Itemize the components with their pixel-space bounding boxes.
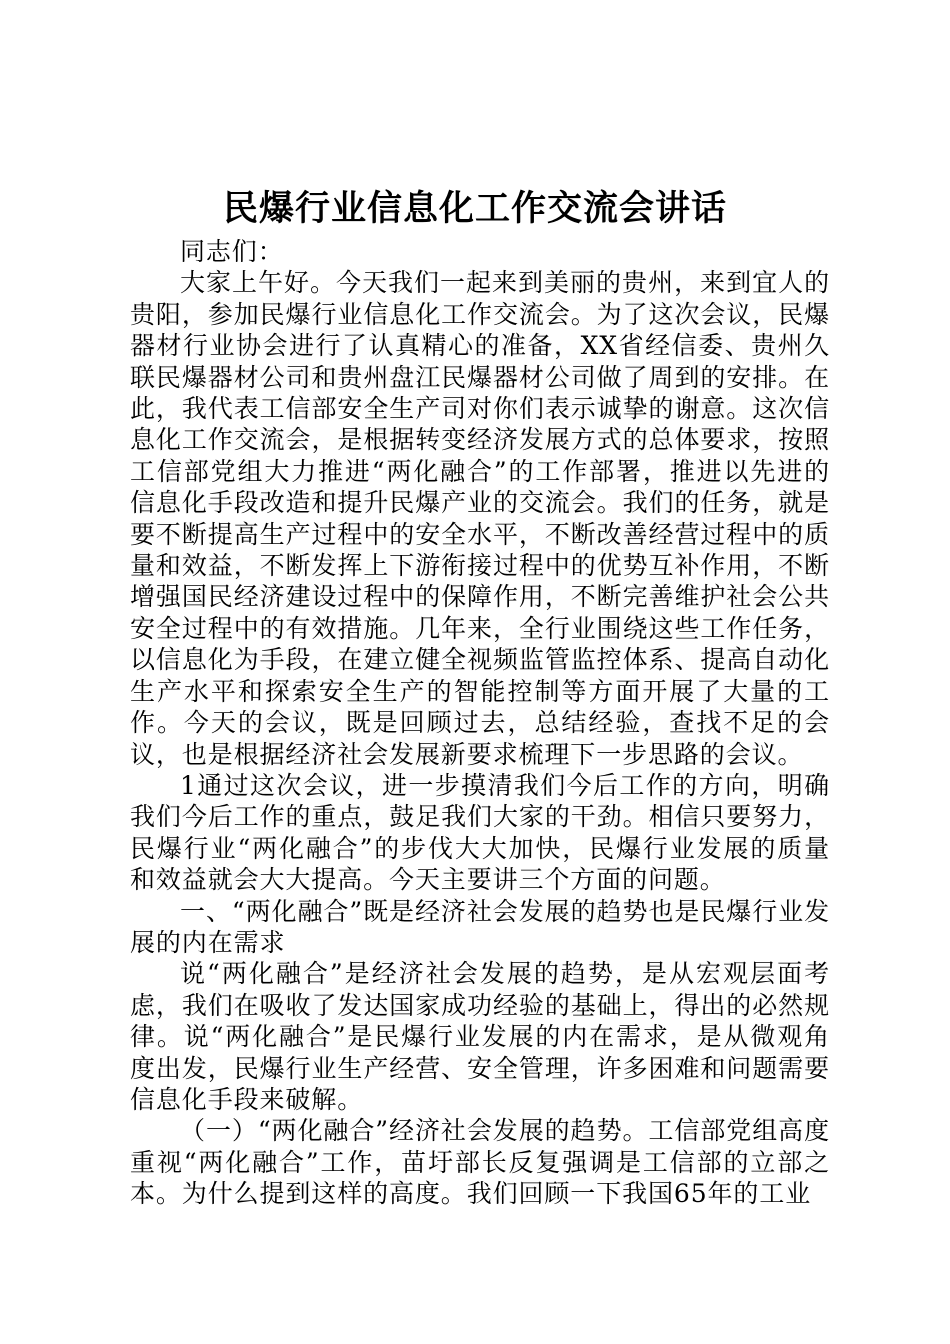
body-paragraph: 1通过这次会议，进一步摸清我们今后工作的方向，明确我们今后工作的重点，鼓足我们大家的干劲。相信只要努力，民爆行业“两化融合”的步伐大大加快，民爆行业发展的质量和效益就会大大提高。今天主要讲三个方面的问题。 <box>130 770 830 895</box>
body-paragraph: 大家上午好。今天我们一起来到美丽的贵州，来到宜人的贵阳，参加民爆行业信息化工作交流会。为了这次会议，民爆器材行业协会进行了认真精心的准备，XX省经信委、贵州久联民爆器材公司和贵州盘江民爆器材公司做了周到的安排。在此，我代表工信部安全生产司对你们表示诚挚的谢意。这次信息化工作交流会，是根据转变经济发展方式的总体要求，按照工信部党组大力推进“两化融合”的工作部署，推进以先进的信息化手段改造和提升民爆产业的交流会。我们的任务，就是要不断提高生产过程中的安全水平，不断改善经营过程中的质量和效益，不断发挥上下游衔接过程中的优势互补作用，不断增强国民经济建设过程中的保障作用，不断完善维护社会公共安全过程中的有效措施。几年来，全行业围绕这些工作任务，以信息化为手段，在建立健全视频监管监控体系、提高自动化生产水平和探索安全生产的智能控制等方面开展了大量的工作。今天的会议，既是回顾过去，总结经验，查找不足的会议，也是根据经济社会发展新要求梳理下一步思路的会议。 <box>130 268 830 769</box>
salutation-paragraph: 同志们： <box>180 237 284 266</box>
document-body <box>130 236 830 1210</box>
body-paragraph: （一）“两化融合”经济社会发展的趋势。工信部党组高度重视“两化融合”工作，苗圩部长反复强调是工信部的立部之本。为什么提到这样的高度。我们回顾一下我国65年的工业 <box>130 1116 830 1209</box>
body-paragraph: 说“两化融合”是经济社会发展的趋势，是从宏观层面考虑，我们在吸收了发达国家成功经验的基础上，得出的必然规律。说“两化融合”是民爆行业发展的内在需求，是从微观角度出发，民爆行业生产经营、安全管理，许多困难和问题需要信息化手段来破解。 <box>130 959 830 1114</box>
section-heading: 一、“两化融合”既是经济社会发展的趋势也是民爆行业发展的内在需求 <box>130 896 830 957</box>
document-title: 民爆行业信息化工作交流会讲话 <box>222 188 727 229</box>
